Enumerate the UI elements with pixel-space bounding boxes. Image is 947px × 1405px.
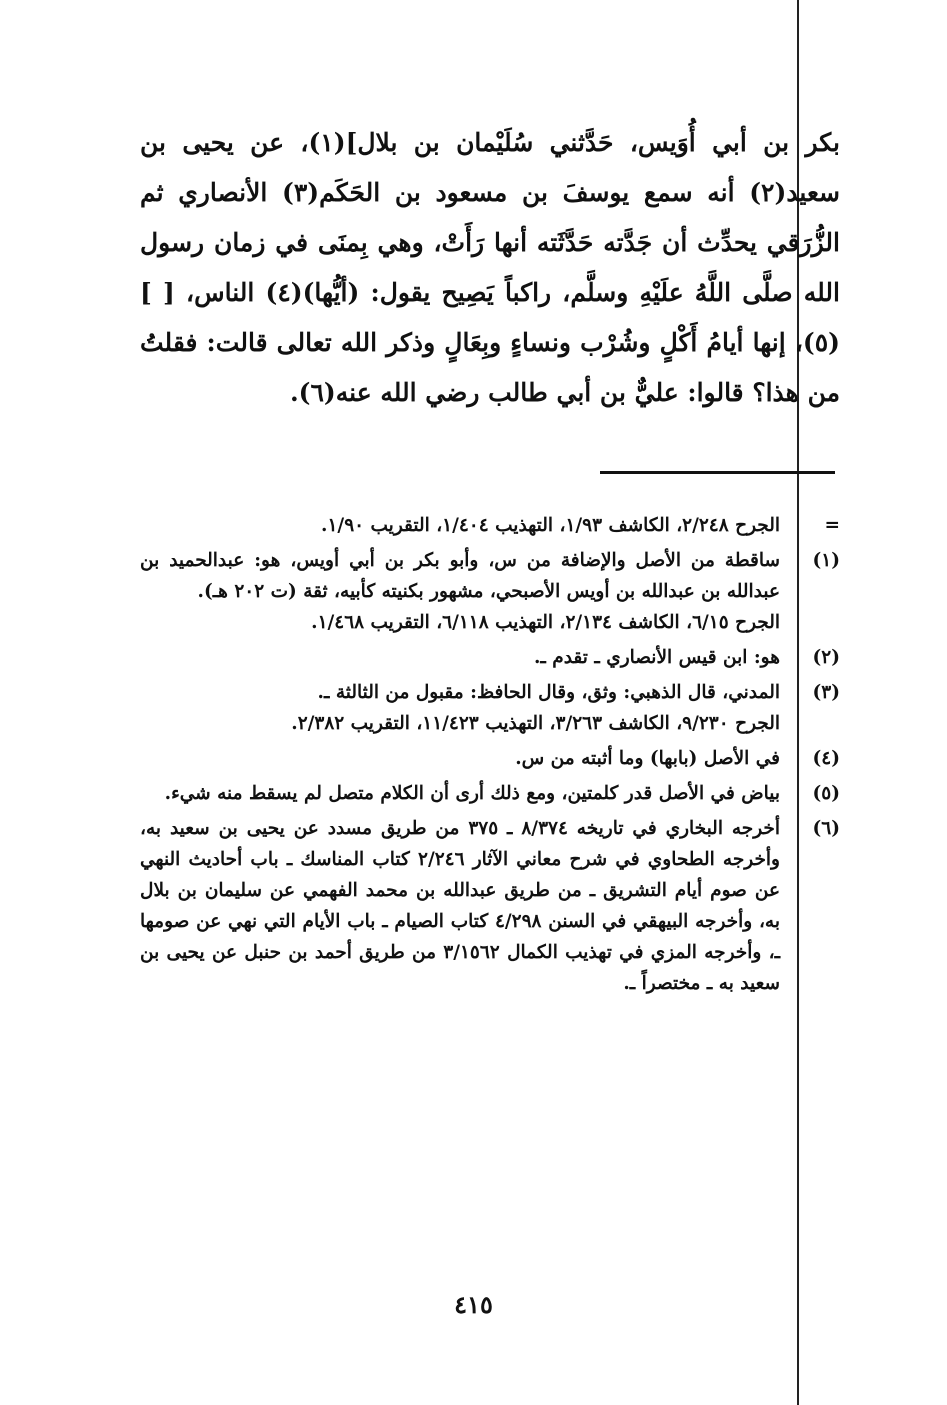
- footnote-1: [140, 545, 840, 638]
- footnote-line: الجرح ٦/١٥، الكاشف ٢/١٣٤، التهذيب ٦/١١٨، التقريب ١/٤٦٨.: [311, 612, 780, 633]
- footnote-line: في الأصل (بابها) وما أثبته من س.: [515, 748, 780, 769]
- footnote-line: الجرح ٢/٢٤٨، الكاشف ١/٩٣، التهذيب ١/٤٠٤، التقريب ١/٩٠.: [321, 515, 780, 536]
- footnote-number: =: [824, 515, 840, 536]
- footnote-line: أخرجه البخاري في تاريخه ٨/٣٧٤ ـ ٣٧٥ من طريق مسدد عن يحيى بن سعيد به، وأخرجه الطحاوي في شرح معاني الآثار ٢/٢٤٦ كتاب المناسك ـ باب أحاديث النهي عن صوم أيام التشريق ـ من طريق عبدالله بن محمد الفهمي عن سليمان بن بلال به، وأخرجه البيهقي في السنن ٤/٢٩٨ كتاب الصيام ـ باب الأيام التي نهي عن صومها ـ، وأخرجه المزي في تهذيب الكمال ٣/١٥٦٢ من طريق أحمد بن حنبل عن يحيى بن سعيد به ـ مختصراً ـ.: [140, 818, 780, 994]
- footnote-body: [140, 778, 780, 809]
- footnotes: [140, 510, 840, 1003]
- footnote-line: الجرح ٩/٢٣٠، الكاشف ٣/٢٦٣، التهذيب ١١/٤٢٣، التقريب ٢/٣٨٢.: [291, 713, 780, 734]
- main-paragraph: بكر بن أبي أُوَيس، حَدَّثني سُلَيْمان بن بلال](١)، عن يحيى بن سعيد(٢) أنه سمع يوسفَ بن مسعود بن الحَكَم(٣) الأنصاري ثم الزُّرَقي يحدِّث أن جَدَّته حَدَّثَته أنها رَأَتْ، وهي بِمنَى في زمان رسول الله صلَّى اللَّهُ علَيْهِ وسلَّم، راكباً يَصِيح يقول: (أيُّها)(٤) الناس، [ ](٥)، إنها أيامُ أَكْلٍ وشُرْب ونساءٍ وبِعَالٍ وذكر الله تعالى قالت: فقلتُ من هذا؟ قالوا: عليٌّ بن أبي طالب رضي الله عنه(٦).: [140, 128, 841, 407]
- footnote-body: [140, 743, 780, 774]
- main-text-block: [140, 118, 840, 418]
- footnote-line: بياض في الأصل قدر كلمتين، ومع ذلك أرى أن الكلام متصل لم يسقط منه شيء.: [164, 783, 780, 804]
- footnote-6: [140, 813, 840, 999]
- footnote-number: (٣): [812, 682, 840, 703]
- footnote-line: هو: ابن قيس الأنصاري ـ تقدم ـ.: [533, 647, 780, 668]
- footnote-body: [140, 813, 780, 999]
- footnote-body: [140, 545, 780, 638]
- footnote-number: (٥): [812, 783, 840, 804]
- footnote-3: [140, 677, 840, 739]
- page-number: ٤١٥: [454, 1290, 493, 1319]
- footnote-body: [140, 510, 780, 541]
- footnote-separator: [600, 471, 835, 474]
- footnote-number: (٢): [812, 647, 840, 668]
- footnote-line: ساقطة من الأصل والإضافة من س، وأبو بكر بن أبي أويس، هو: عبدالحميد بن عبدالله بن عبدالله بن أويس الأصبحي، مشهور بكنيته كأبيه، ثقة (ت ٢٠٢ هـ).: [140, 550, 780, 602]
- footnote-number: (١): [812, 550, 840, 571]
- footnote-line: المدني، قال الذهبي: وثق، وقال الحافظ: مقبول من الثالثة ـ.: [317, 682, 780, 703]
- footnote-number: (٦): [812, 818, 840, 839]
- footnote-body: [140, 642, 780, 673]
- footnote-body: [140, 677, 780, 739]
- footnote-5: [140, 778, 840, 809]
- footnote-number: (٤): [812, 748, 840, 769]
- footnote-continued: [140, 510, 840, 541]
- footnote-4: [140, 743, 840, 774]
- footnote-2: [140, 642, 840, 673]
